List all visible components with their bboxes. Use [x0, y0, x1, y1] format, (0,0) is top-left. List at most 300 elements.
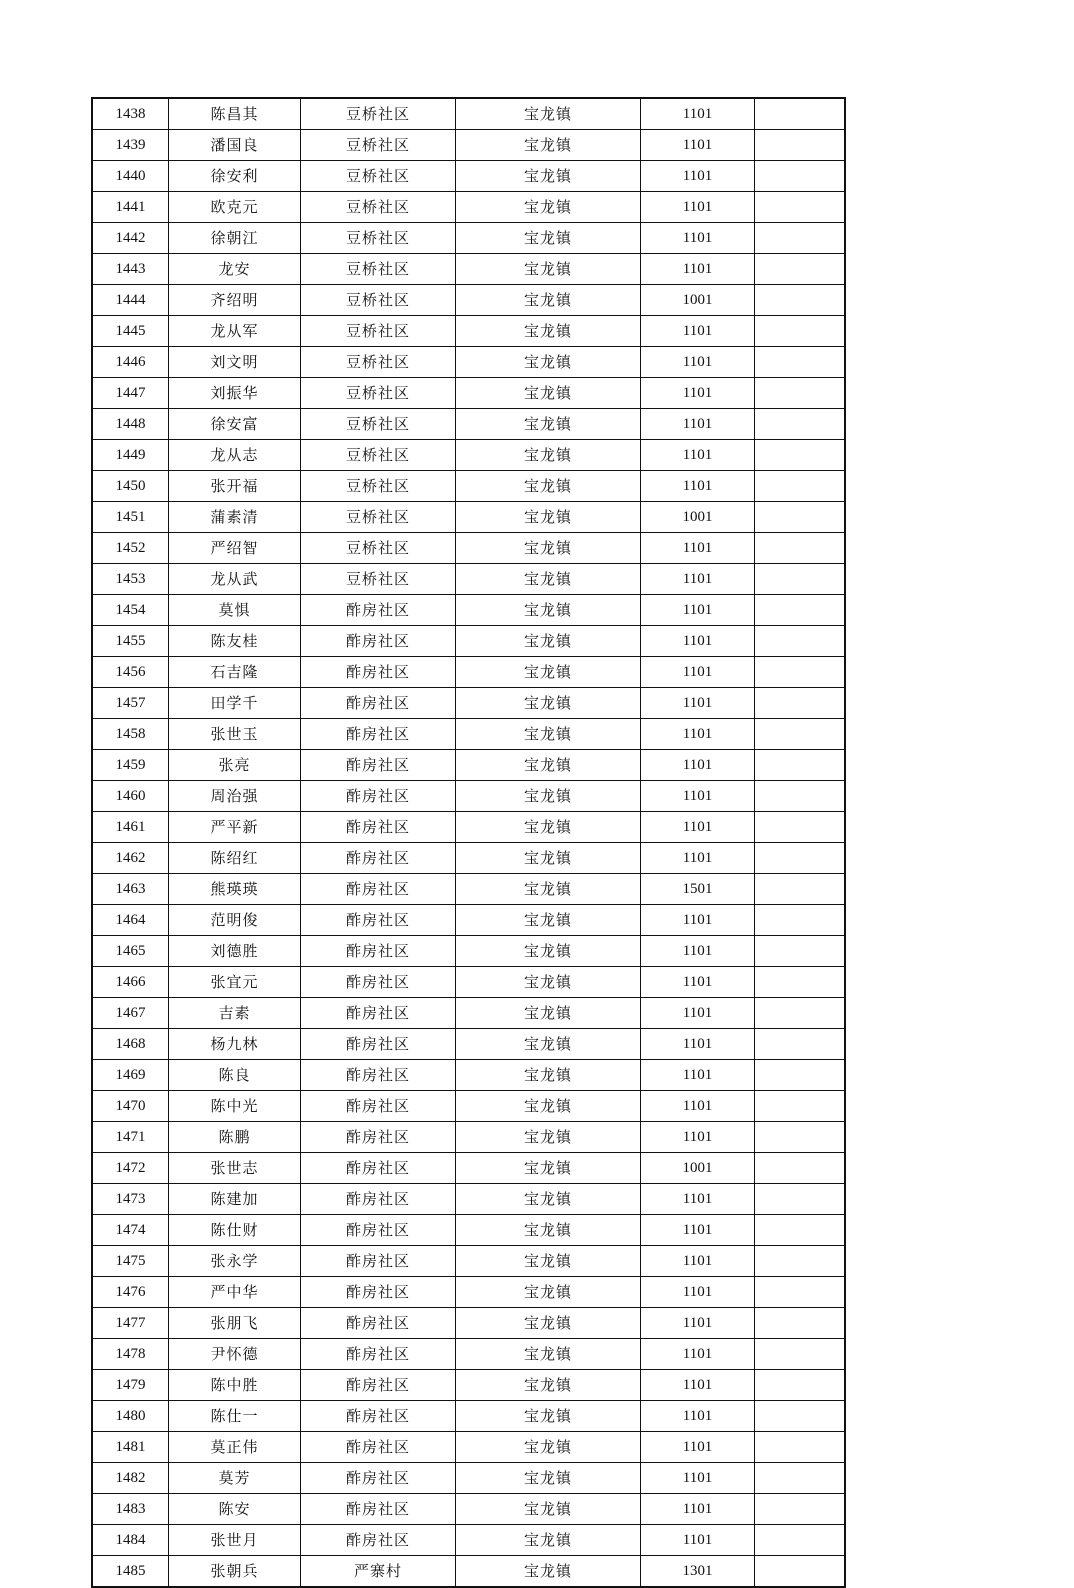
community-cell: 酢房社区 — [301, 1463, 456, 1494]
table-row — [92, 316, 845, 347]
community-cell: 酢房社区 — [301, 1494, 456, 1525]
note-cell — [755, 1060, 846, 1091]
seq-cell: 1475 — [92, 1246, 169, 1277]
table-row — [92, 1401, 845, 1432]
note-cell — [755, 1091, 846, 1122]
table-row — [92, 1029, 845, 1060]
name-cell: 陈仕财 — [169, 1215, 301, 1246]
code-cell: 1101 — [641, 998, 755, 1029]
code-cell: 1101 — [641, 1277, 755, 1308]
community-cell: 酢房社区 — [301, 1060, 456, 1091]
code-cell: 1101 — [641, 1184, 755, 1215]
code-cell: 1101 — [641, 1060, 755, 1091]
seq-cell: 1452 — [92, 533, 169, 564]
note-cell — [755, 967, 846, 998]
seq-cell: 1474 — [92, 1215, 169, 1246]
note-cell — [755, 192, 846, 223]
table-row — [92, 595, 845, 626]
town-cell: 宝龙镇 — [456, 936, 641, 967]
name-cell: 齐绍明 — [169, 285, 301, 316]
town-cell: 宝龙镇 — [456, 254, 641, 285]
name-cell: 陈鹏 — [169, 1122, 301, 1153]
seq-cell: 1479 — [92, 1370, 169, 1401]
community-cell: 酢房社区 — [301, 1091, 456, 1122]
town-cell: 宝龙镇 — [456, 502, 641, 533]
seq-cell: 1482 — [92, 1463, 169, 1494]
town-cell: 宝龙镇 — [456, 812, 641, 843]
note-cell — [755, 130, 846, 161]
town-cell: 宝龙镇 — [456, 843, 641, 874]
town-cell: 宝龙镇 — [456, 1525, 641, 1556]
seq-cell: 1456 — [92, 657, 169, 688]
code-cell: 1001 — [641, 1153, 755, 1184]
seq-cell: 1476 — [92, 1277, 169, 1308]
note-cell — [755, 1153, 846, 1184]
code-cell: 1101 — [641, 1401, 755, 1432]
note-cell — [755, 1525, 846, 1556]
name-cell: 张朋飞 — [169, 1308, 301, 1339]
seq-cell: 1465 — [92, 936, 169, 967]
code-cell: 1101 — [641, 657, 755, 688]
name-cell: 欧克元 — [169, 192, 301, 223]
community-cell: 豆桥社区 — [301, 254, 456, 285]
seq-cell: 1472 — [92, 1153, 169, 1184]
code-cell: 1101 — [641, 626, 755, 657]
code-cell: 1101 — [641, 812, 755, 843]
code-cell: 1101 — [641, 1215, 755, 1246]
town-cell: 宝龙镇 — [456, 564, 641, 595]
community-cell: 豆桥社区 — [301, 378, 456, 409]
community-cell: 酢房社区 — [301, 905, 456, 936]
name-cell: 陈良 — [169, 1060, 301, 1091]
seq-cell: 1473 — [92, 1184, 169, 1215]
town-cell: 宝龙镇 — [456, 192, 641, 223]
code-cell: 1001 — [641, 285, 755, 316]
community-cell: 豆桥社区 — [301, 440, 456, 471]
community-cell: 豆桥社区 — [301, 192, 456, 223]
code-cell: 1101 — [641, 1494, 755, 1525]
table-row — [92, 657, 845, 688]
town-cell: 宝龙镇 — [456, 471, 641, 502]
seq-cell: 1451 — [92, 502, 169, 533]
town-cell: 宝龙镇 — [456, 1432, 641, 1463]
code-cell: 1101 — [641, 130, 755, 161]
note-cell — [755, 378, 846, 409]
name-cell: 莫芳 — [169, 1463, 301, 1494]
town-cell: 宝龙镇 — [456, 781, 641, 812]
table-row — [92, 98, 845, 130]
table-row — [92, 1556, 845, 1588]
table-row — [92, 843, 845, 874]
note-cell — [755, 719, 846, 750]
community-cell: 酢房社区 — [301, 843, 456, 874]
name-cell: 陈安 — [169, 1494, 301, 1525]
table-row — [92, 1308, 845, 1339]
note-cell — [755, 1029, 846, 1060]
note-cell — [755, 750, 846, 781]
name-cell: 陈友桂 — [169, 626, 301, 657]
code-cell: 1101 — [641, 98, 755, 130]
table-row — [92, 1215, 845, 1246]
table-row — [92, 1184, 845, 1215]
community-cell: 酢房社区 — [301, 1339, 456, 1370]
community-cell: 豆桥社区 — [301, 502, 456, 533]
town-cell: 宝龙镇 — [456, 967, 641, 998]
community-cell: 酢房社区 — [301, 936, 456, 967]
community-cell: 豆桥社区 — [301, 285, 456, 316]
note-cell — [755, 533, 846, 564]
seq-cell: 1478 — [92, 1339, 169, 1370]
seq-cell: 1453 — [92, 564, 169, 595]
name-cell: 陈绍红 — [169, 843, 301, 874]
town-cell: 宝龙镇 — [456, 223, 641, 254]
code-cell: 1101 — [641, 1525, 755, 1556]
code-cell: 1101 — [641, 533, 755, 564]
town-cell: 宝龙镇 — [456, 440, 641, 471]
code-cell: 1101 — [641, 905, 755, 936]
code-cell: 1101 — [641, 967, 755, 998]
name-cell: 张宜元 — [169, 967, 301, 998]
code-cell: 1101 — [641, 1122, 755, 1153]
code-cell: 1101 — [641, 409, 755, 440]
seq-cell: 1460 — [92, 781, 169, 812]
note-cell — [755, 812, 846, 843]
code-cell: 1101 — [641, 1370, 755, 1401]
table-row — [92, 874, 845, 905]
community-cell: 酢房社区 — [301, 781, 456, 812]
seq-cell: 1446 — [92, 347, 169, 378]
town-cell: 宝龙镇 — [456, 1246, 641, 1277]
table-row — [92, 254, 845, 285]
community-cell: 豆桥社区 — [301, 347, 456, 378]
code-cell: 1101 — [641, 781, 755, 812]
note-cell — [755, 1463, 846, 1494]
code-cell: 1101 — [641, 347, 755, 378]
community-cell: 酢房社区 — [301, 812, 456, 843]
seq-cell: 1471 — [92, 1122, 169, 1153]
code-cell: 1101 — [641, 223, 755, 254]
table-row — [92, 1060, 845, 1091]
community-cell: 酢房社区 — [301, 595, 456, 626]
town-cell: 宝龙镇 — [456, 98, 641, 130]
seq-cell: 1454 — [92, 595, 169, 626]
code-cell: 1101 — [641, 192, 755, 223]
table-row — [92, 719, 845, 750]
town-cell: 宝龙镇 — [456, 998, 641, 1029]
name-cell: 徐朝江 — [169, 223, 301, 254]
table-row — [92, 688, 845, 719]
seq-cell: 1441 — [92, 192, 169, 223]
note-cell — [755, 843, 846, 874]
community-cell: 酢房社区 — [301, 1308, 456, 1339]
town-cell: 宝龙镇 — [456, 905, 641, 936]
seq-cell: 1470 — [92, 1091, 169, 1122]
code-cell: 1101 — [641, 936, 755, 967]
seq-cell: 1448 — [92, 409, 169, 440]
code-cell: 1101 — [641, 1246, 755, 1277]
town-cell: 宝龙镇 — [456, 1277, 641, 1308]
note-cell — [755, 626, 846, 657]
roster-table — [91, 97, 846, 1588]
note-cell — [755, 1215, 846, 1246]
community-cell: 酢房社区 — [301, 750, 456, 781]
name-cell: 刘德胜 — [169, 936, 301, 967]
community-cell: 豆桥社区 — [301, 564, 456, 595]
name-cell: 龙从军 — [169, 316, 301, 347]
table-row — [92, 1153, 845, 1184]
name-cell: 陈建加 — [169, 1184, 301, 1215]
note-cell — [755, 657, 846, 688]
name-cell: 龙从志 — [169, 440, 301, 471]
code-cell: 1101 — [641, 688, 755, 719]
roster-table-body — [92, 98, 845, 1587]
name-cell: 龙安 — [169, 254, 301, 285]
table-row — [92, 750, 845, 781]
seq-cell: 1442 — [92, 223, 169, 254]
town-cell: 宝龙镇 — [456, 1122, 641, 1153]
table-row — [92, 1091, 845, 1122]
community-cell: 豆桥社区 — [301, 471, 456, 502]
name-cell: 徐安利 — [169, 161, 301, 192]
note-cell — [755, 347, 846, 378]
note-cell — [755, 254, 846, 285]
note-cell — [755, 564, 846, 595]
seq-cell: 1450 — [92, 471, 169, 502]
seq-cell: 1461 — [92, 812, 169, 843]
town-cell: 宝龙镇 — [456, 409, 641, 440]
town-cell: 宝龙镇 — [456, 316, 641, 347]
table-row — [92, 812, 845, 843]
note-cell — [755, 905, 846, 936]
town-cell: 宝龙镇 — [456, 1401, 641, 1432]
note-cell — [755, 874, 846, 905]
town-cell: 宝龙镇 — [456, 1029, 641, 1060]
code-cell: 1101 — [641, 161, 755, 192]
table-row — [92, 1432, 845, 1463]
community-cell: 酢房社区 — [301, 626, 456, 657]
note-cell — [755, 471, 846, 502]
note-cell — [755, 1339, 846, 1370]
town-cell: 宝龙镇 — [456, 161, 641, 192]
table-row — [92, 130, 845, 161]
seq-cell: 1443 — [92, 254, 169, 285]
community-cell: 酢房社区 — [301, 1246, 456, 1277]
code-cell: 1101 — [641, 1432, 755, 1463]
town-cell: 宝龙镇 — [456, 1339, 641, 1370]
seq-cell: 1439 — [92, 130, 169, 161]
community-cell: 豆桥社区 — [301, 161, 456, 192]
table-row — [92, 161, 845, 192]
name-cell: 张朝兵 — [169, 1556, 301, 1588]
note-cell — [755, 223, 846, 254]
name-cell: 陈中胜 — [169, 1370, 301, 1401]
note-cell — [755, 409, 846, 440]
note-cell — [755, 1184, 846, 1215]
seq-cell: 1484 — [92, 1525, 169, 1556]
seq-cell: 1447 — [92, 378, 169, 409]
note-cell — [755, 285, 846, 316]
code-cell: 1101 — [641, 1339, 755, 1370]
community-cell: 酢房社区 — [301, 719, 456, 750]
code-cell: 1101 — [641, 254, 755, 285]
community-cell: 豆桥社区 — [301, 223, 456, 254]
seq-cell: 1455 — [92, 626, 169, 657]
seq-cell: 1459 — [92, 750, 169, 781]
code-cell: 1101 — [641, 440, 755, 471]
seq-cell: 1458 — [92, 719, 169, 750]
note-cell — [755, 1122, 846, 1153]
seq-cell: 1449 — [92, 440, 169, 471]
code-cell: 1101 — [641, 1029, 755, 1060]
community-cell: 酢房社区 — [301, 688, 456, 719]
table-row — [92, 1122, 845, 1153]
seq-cell: 1466 — [92, 967, 169, 998]
name-cell: 陈仕一 — [169, 1401, 301, 1432]
town-cell: 宝龙镇 — [456, 1494, 641, 1525]
town-cell: 宝龙镇 — [456, 378, 641, 409]
note-cell — [755, 1246, 846, 1277]
table-row — [92, 1339, 845, 1370]
name-cell: 杨九林 — [169, 1029, 301, 1060]
table-row — [92, 378, 845, 409]
community-cell: 酢房社区 — [301, 1122, 456, 1153]
code-cell: 1101 — [641, 564, 755, 595]
community-cell: 酢房社区 — [301, 1277, 456, 1308]
name-cell: 张世玉 — [169, 719, 301, 750]
community-cell: 酢房社区 — [301, 1525, 456, 1556]
note-cell — [755, 1401, 846, 1432]
code-cell: 1101 — [641, 378, 755, 409]
name-cell: 刘文明 — [169, 347, 301, 378]
name-cell: 徐安富 — [169, 409, 301, 440]
community-cell: 酢房社区 — [301, 1153, 456, 1184]
table-row — [92, 223, 845, 254]
town-cell: 宝龙镇 — [456, 1556, 641, 1588]
town-cell: 宝龙镇 — [456, 285, 641, 316]
seq-cell: 1485 — [92, 1556, 169, 1588]
community-cell: 酢房社区 — [301, 967, 456, 998]
name-cell: 石吉隆 — [169, 657, 301, 688]
table-row — [92, 781, 845, 812]
name-cell: 熊瑛瑛 — [169, 874, 301, 905]
note-cell — [755, 998, 846, 1029]
code-cell: 1101 — [641, 595, 755, 626]
table-row — [92, 1370, 845, 1401]
table-row — [92, 471, 845, 502]
table-row — [92, 564, 845, 595]
seq-cell: 1462 — [92, 843, 169, 874]
table-row — [92, 502, 845, 533]
community-cell: 严寨村 — [301, 1556, 456, 1588]
name-cell: 尹怀德 — [169, 1339, 301, 1370]
seq-cell: 1467 — [92, 998, 169, 1029]
table-row — [92, 1525, 845, 1556]
note-cell — [755, 1432, 846, 1463]
name-cell: 刘振华 — [169, 378, 301, 409]
name-cell: 严平新 — [169, 812, 301, 843]
name-cell: 周治强 — [169, 781, 301, 812]
community-cell: 酢房社区 — [301, 1432, 456, 1463]
community-cell: 酢房社区 — [301, 1370, 456, 1401]
community-cell: 豆桥社区 — [301, 409, 456, 440]
note-cell — [755, 316, 846, 347]
community-cell: 酢房社区 — [301, 998, 456, 1029]
note-cell — [755, 161, 846, 192]
name-cell: 严中华 — [169, 1277, 301, 1308]
code-cell: 1301 — [641, 1556, 755, 1588]
note-cell — [755, 1308, 846, 1339]
name-cell: 陈中光 — [169, 1091, 301, 1122]
community-cell: 豆桥社区 — [301, 130, 456, 161]
table-row — [92, 1277, 845, 1308]
table-row — [92, 347, 845, 378]
community-cell: 豆桥社区 — [301, 98, 456, 130]
table-row — [92, 905, 845, 936]
table-row — [92, 1463, 845, 1494]
code-cell: 1101 — [641, 719, 755, 750]
code-cell: 1101 — [641, 750, 755, 781]
note-cell — [755, 98, 846, 130]
note-cell — [755, 936, 846, 967]
code-cell: 1101 — [641, 1308, 755, 1339]
community-cell: 酢房社区 — [301, 657, 456, 688]
note-cell — [755, 1277, 846, 1308]
seq-cell: 1463 — [92, 874, 169, 905]
note-cell — [755, 440, 846, 471]
town-cell: 宝龙镇 — [456, 533, 641, 564]
town-cell: 宝龙镇 — [456, 130, 641, 161]
code-cell: 1101 — [641, 1091, 755, 1122]
town-cell: 宝龙镇 — [456, 1215, 641, 1246]
table-row — [92, 409, 845, 440]
name-cell: 张亮 — [169, 750, 301, 781]
town-cell: 宝龙镇 — [456, 1091, 641, 1122]
code-cell: 1101 — [641, 843, 755, 874]
name-cell: 张开福 — [169, 471, 301, 502]
note-cell — [755, 595, 846, 626]
table-row — [92, 967, 845, 998]
name-cell: 张永学 — [169, 1246, 301, 1277]
note-cell — [755, 781, 846, 812]
name-cell: 陈昌其 — [169, 98, 301, 130]
community-cell: 豆桥社区 — [301, 316, 456, 347]
note-cell — [755, 502, 846, 533]
seq-cell: 1469 — [92, 1060, 169, 1091]
name-cell: 莫正伟 — [169, 1432, 301, 1463]
town-cell: 宝龙镇 — [456, 657, 641, 688]
seq-cell: 1480 — [92, 1401, 169, 1432]
town-cell: 宝龙镇 — [456, 1308, 641, 1339]
name-cell: 潘国良 — [169, 130, 301, 161]
seq-cell: 1440 — [92, 161, 169, 192]
note-cell — [755, 1556, 846, 1588]
table-row — [92, 285, 845, 316]
seq-cell: 1445 — [92, 316, 169, 347]
community-cell: 酢房社区 — [301, 1029, 456, 1060]
table-row — [92, 998, 845, 1029]
town-cell: 宝龙镇 — [456, 874, 641, 905]
town-cell: 宝龙镇 — [456, 1060, 641, 1091]
name-cell: 张世月 — [169, 1525, 301, 1556]
seq-cell: 1464 — [92, 905, 169, 936]
code-cell: 1501 — [641, 874, 755, 905]
code-cell: 1101 — [641, 471, 755, 502]
seq-cell: 1477 — [92, 1308, 169, 1339]
town-cell: 宝龙镇 — [456, 750, 641, 781]
seq-cell: 1457 — [92, 688, 169, 719]
name-cell: 张世志 — [169, 1153, 301, 1184]
code-cell: 1101 — [641, 1463, 755, 1494]
